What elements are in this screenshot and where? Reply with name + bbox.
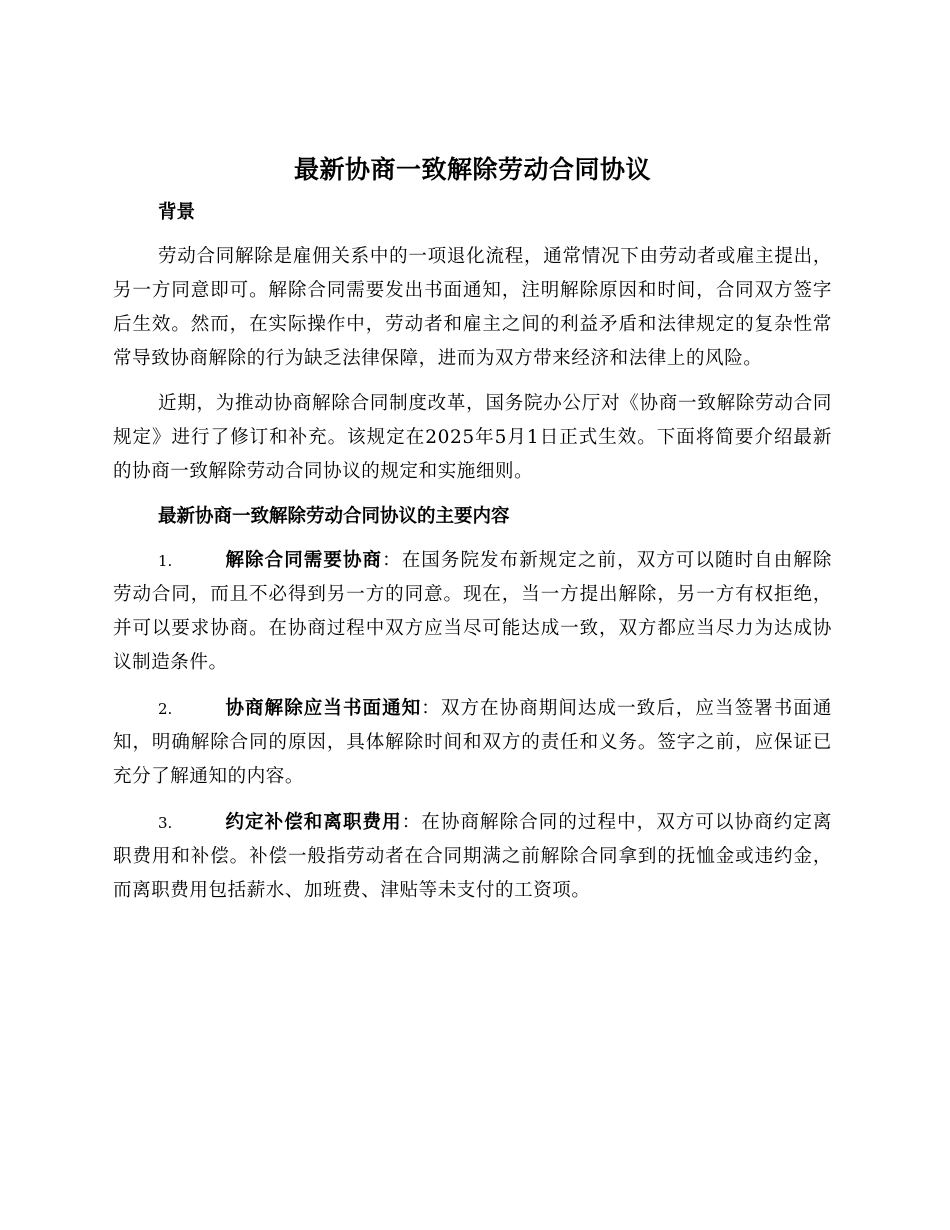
paragraph: 近期，为推动协商解除合同制度改革，国务院办公厅对《协商一致解除劳动合同规定》进行了修订和补充。该规定在2025年5月1日正式生效。下面将简要介绍最新的协商一致解除劳动合同协议的规定和实施细则。 — [113, 393, 832, 482]
list-item — [113, 806, 832, 908]
list-item-text: 在国务院发布新规定之前，双方可以随时自由解除劳动合同，而且不必得到另一方的同意。现在，当一方提出解除，另一方有权拒绝，并可以要求协商。在协商过程中双方应当尽可能达成一致，双方都应当尽力为达成协议制造条件。 — [113, 550, 832, 673]
list-item-separator: ： — [382, 550, 402, 571]
list-item-number: 2. — [158, 700, 173, 718]
section-background — [113, 196, 832, 489]
list-item-text: 在协商解除合同的过程中，双方可以协商约定离职费用和补偿。补偿一般指劳动者在合同期满之前解除合同拿到的抚恤金或违约金，而离职费用包括薪水、加班费、津贴等未支付的工资项。 — [113, 812, 832, 901]
list-item-number: 3. — [158, 814, 173, 832]
paragraph: 劳动合同解除是雇佣关系中的一项退化流程，通常情况下由劳动者或雇主提出，另一方同意即可。解除合同需要发出书面通知，注明解除原因和时间，合同双方签字后生效。然而，在实际操作中，劳动者和雇主之间的利益矛盾和法律规定的复杂性常常导致协商解除的行为缺乏法律保障，进而为双方带来经济和法律上的风险。 — [113, 246, 832, 369]
list-item-separator: ： — [421, 698, 441, 719]
section-main-content — [113, 500, 832, 908]
list-item-heading: 协商解除应当书面通知 — [225, 698, 422, 719]
list-item — [113, 692, 832, 794]
section-heading: 背景 — [158, 202, 196, 223]
list-item-separator: ： — [401, 812, 422, 833]
document-body — [113, 150, 832, 920]
list-item-heading: 约定补偿和离职费用 — [225, 812, 402, 833]
list-item-number: 1. — [158, 552, 173, 570]
document-title: 最新协商一致解除劳动合同协议 — [293, 155, 651, 184]
list-item-heading: 解除合同需要协商 — [225, 550, 383, 571]
section-heading: 最新协商一致解除劳动合同协议的主要内容 — [158, 506, 510, 527]
list-item-text: 双方在协商期间达成一致后，应当签署书面通知，明确解除合同的原因，具体解除时间和双方的责任和义务。签字之前，应保证已充分了解通知的内容。 — [113, 698, 832, 787]
list-item — [113, 544, 832, 680]
